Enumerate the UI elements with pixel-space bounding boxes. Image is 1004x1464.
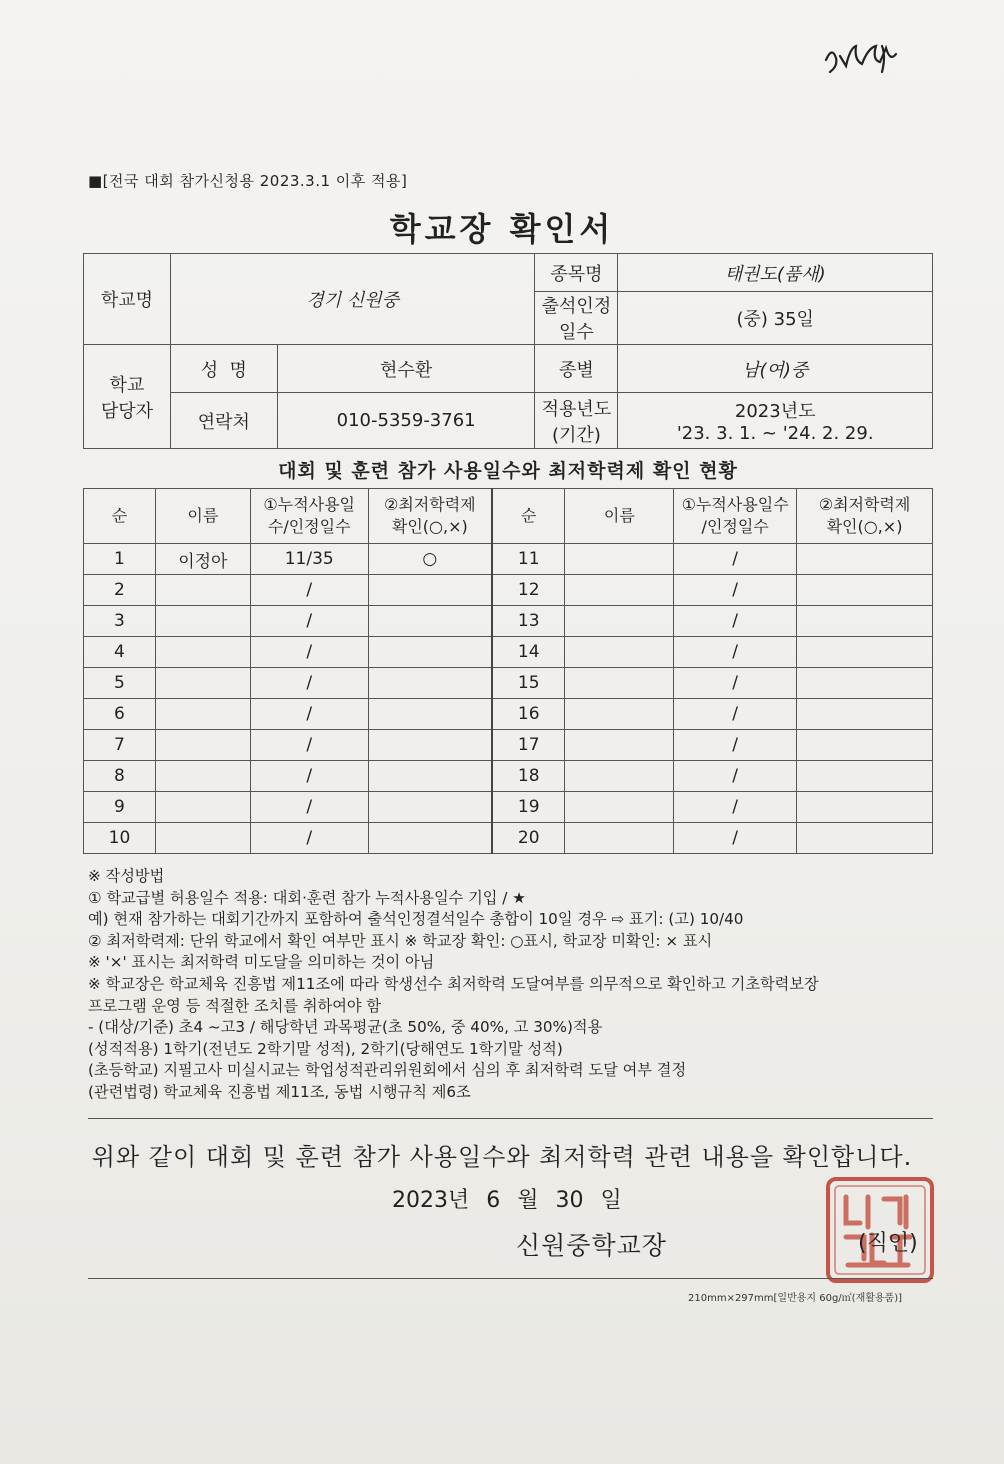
row-num: 8 [84,761,156,792]
row-check [368,606,492,637]
header-name: 이름 [155,489,250,544]
row-days: / [250,730,368,761]
row-name-right [565,730,674,761]
table-row [84,575,933,606]
row-name [155,792,250,823]
header-name-right: 이름 [565,489,674,544]
school-value: 경기 신원중 [170,254,535,345]
row-name [155,606,250,637]
table-row [84,544,933,575]
row-name-right [565,761,674,792]
row-name-right [565,668,674,699]
note-line: 프로그램 운영 등 적절한 조치를 취하여야 함 [88,996,382,1015]
row-days-right: / [674,761,797,792]
row-num-right: 11 [492,544,565,575]
row-num-right: 12 [492,575,565,606]
table-row [84,792,933,823]
header-check-right: ②최저학력제 확인(○,×) [797,489,933,544]
table-row [84,761,933,792]
row-check [368,637,492,668]
row-num: 10 [84,823,156,854]
row-name [155,637,250,668]
header-check: ②최저학력제 확인(○,×) [368,489,492,544]
row-num-right: 15 [492,668,565,699]
row-days: / [250,792,368,823]
row-check-right [797,792,933,823]
note-line: (관련법령) 학교체육 진흥법 제11조, 동법 시행규칙 제6조 [88,1082,471,1101]
row-check [368,699,492,730]
year-value: 2023년도 '23. 3. 1. ~ '24. 2. 29. [618,393,933,449]
table-row [84,699,933,730]
row-check [368,730,492,761]
header-note: ■[전국 대회 참가신청용 2023.3.1 이후 적용] [88,172,408,190]
contact-value: 010-5359-3761 [277,393,535,449]
header-days: ①누적사용일 수/인정일수 [250,489,368,544]
row-num-right: 14 [492,637,565,668]
header-num: 순 [84,489,156,544]
section-title: 대회 및 훈련 참가 사용일수와 최저학력제 확인 현황 [278,460,738,482]
row-check-right [797,699,933,730]
row-days-right: / [674,699,797,730]
note-line: ※ 학교장은 학교체육 진흥법 제11조에 따라 학생선수 최저학력 도달여부를 의무적으로 확인하고 기초학력보장 [88,974,819,993]
row-num: 7 [84,730,156,761]
row-check-right [797,823,933,854]
year-label: 적용년도 (기간) [535,393,618,449]
writing-notes [88,866,938,1104]
row-check [368,792,492,823]
name-value: 현수환 [277,345,535,393]
row-days-right: / [674,606,797,637]
handwritten-signature [822,38,912,88]
event-label: 종목명 [535,254,618,292]
row-days-right: / [674,575,797,606]
row-days: / [250,699,368,730]
note-line: ② 최저학력제: 단위 학교에서 확인 여부만 표시 ※ 학교장 확인: ○표시, 학교장 미확인: × 표시 [88,931,713,950]
paper-spec: 210mm×297mm[일반용지 60g/㎡(재활용품)] [688,1293,903,1304]
row-days: / [250,606,368,637]
table-row [84,668,933,699]
row-days-right: / [674,792,797,823]
row-num: 6 [84,699,156,730]
note-line: 예) 현재 참가하는 대회기간까지 포함하여 출석인정결석일수 총합이 10일 경우 ⇨ 표기: (고) 10/40 [88,910,744,929]
issue-date: 2023년 6 월 30 일 [392,1188,622,1213]
row-check: ○ [368,544,492,575]
contact-label: 연락처 [170,393,277,449]
row-check-right [797,668,933,699]
header-days-right: ①누적사용일수 /인정일수 [674,489,797,544]
row-check-right [797,730,933,761]
row-name-right [565,637,674,668]
table-row [84,823,933,854]
row-days-right: / [674,637,797,668]
row-num-right: 18 [492,761,565,792]
confirm-statement: 위와 같이 대회 및 훈련 참가 사용일수와 최저학력 관련 내용을 확인합니다. [91,1143,913,1171]
manager-label: 학교 담당자 [84,345,171,449]
row-check [368,823,492,854]
row-check-right [797,637,933,668]
note-line: ※ '×' 표시는 최저학력 미도달을 의미하는 것이 아님 [88,953,435,972]
divider-top [88,1118,933,1119]
row-days: 11/35 [250,544,368,575]
row-num: 5 [84,668,156,699]
row-days: / [250,823,368,854]
table-row [84,637,933,668]
name-label: 성 명 [170,345,277,393]
row-check-right [797,761,933,792]
status-header-row [84,489,933,544]
row-days-right: / [674,544,797,575]
row-days: / [250,668,368,699]
note-line: ※ 작성방법 [88,867,165,885]
attendance-value: (중) 35일 [618,292,933,345]
row-check-right [797,575,933,606]
row-days: / [250,637,368,668]
row-check [368,575,492,606]
info-table [83,253,933,449]
row-num-right: 16 [492,699,565,730]
table-row [84,606,933,637]
principal-name: 신원중학교장 [516,1231,667,1260]
row-name [155,699,250,730]
gender-value: 남(여)중 [618,345,933,393]
row-num-right: 20 [492,823,565,854]
row-days-right: / [674,668,797,699]
seal-label: (직인) [858,1231,918,1256]
row-num: 9 [84,792,156,823]
row-num: 1 [84,544,156,575]
row-num-right: 17 [492,730,565,761]
row-name-right [565,575,674,606]
row-name [155,823,250,854]
row-name: 이정아 [155,544,250,575]
row-days: / [250,761,368,792]
row-days: / [250,575,368,606]
row-name [155,668,250,699]
row-check [368,761,492,792]
row-name-right [565,823,674,854]
school-label: 학교명 [84,254,171,345]
row-name-right [565,606,674,637]
row-name-right [565,699,674,730]
row-num: 2 [84,575,156,606]
divider-bottom [88,1278,933,1279]
row-num-right: 19 [492,792,565,823]
note-line: ① 학교급별 허용일수 적용: 대회·훈련 참가 누적사용일수 기입 / ★ [88,888,526,907]
row-name-right [565,544,674,575]
row-num-right: 13 [492,606,565,637]
note-line: (초등학교) 지필고사 미실시교는 학업성적관리위원회에서 심의 후 최저학력 도달 여부 결정 [88,1061,687,1080]
event-value: 태권도(품새) [618,254,933,292]
status-table [83,488,933,854]
row-check-right [797,544,933,575]
note-line: (성적적용) 1학기(전년도 2학기말 성적), 2학기(당해연도 1학기말 성적) [88,1039,563,1058]
row-num: 4 [84,637,156,668]
row-days-right: / [674,730,797,761]
row-check-right [797,606,933,637]
row-name [155,761,250,792]
row-days-right: / [674,823,797,854]
row-name [155,730,250,761]
row-name [155,575,250,606]
page-title: 학교장 확인서 [389,210,615,248]
row-check [368,668,492,699]
gender-label: 종별 [535,345,618,393]
row-num: 3 [84,606,156,637]
row-name-right [565,792,674,823]
note-line: - (대상/기준) 초4 ~고3 / 해당학년 과목평균(초 50%, 중 40%, 고 30%)적용 [88,1018,603,1037]
header-num-right: 순 [492,489,565,544]
table-row [84,730,933,761]
attendance-label: 출석인정 일수 [535,292,618,345]
